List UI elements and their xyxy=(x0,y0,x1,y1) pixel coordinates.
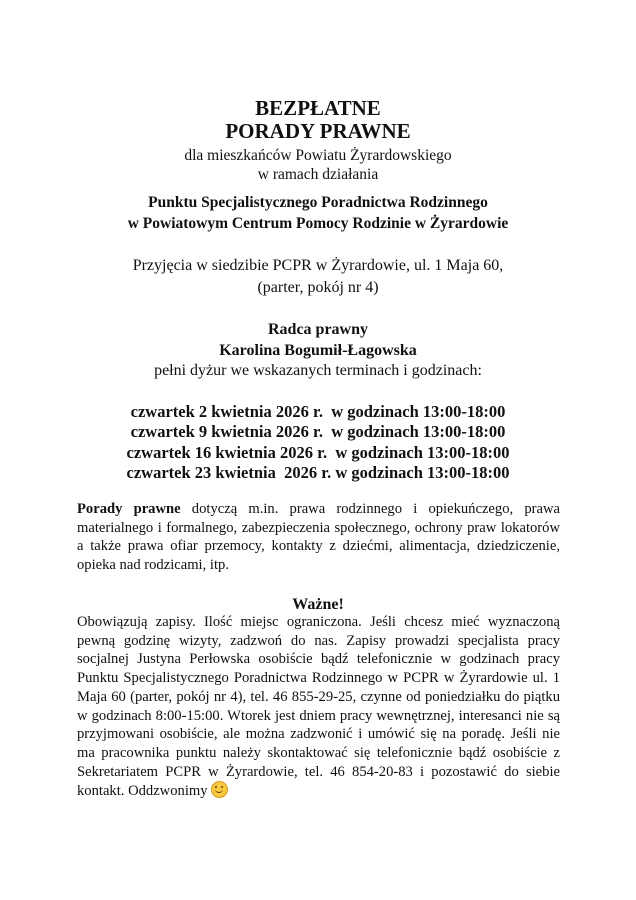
subtitle-line-2: w ramach działania xyxy=(257,166,379,183)
important-heading: Ważne! xyxy=(292,596,344,613)
lawyer-role: Radca prawny xyxy=(267,321,368,338)
smiling-face-icon xyxy=(211,781,228,798)
schedule-item: czwartek 2 kwietnia 2026 r. w godzinach 13:00-18:00 xyxy=(130,402,506,421)
title-line-1: BEZPŁATNE xyxy=(255,96,381,120)
location-line-1: Przyjęcia w siedzibie PCPR w Żyrardowie, ul. 1 Maja 60, xyxy=(132,257,504,274)
schedule-item: czwartek 9 kwietnia 2026 r. w godzinach 13:00-18:00 xyxy=(130,422,506,441)
organization-line-1: Punktu Specjalistycznego Poradnictwa Rodzinnego xyxy=(148,194,488,211)
title-line-2: PORADY PRAWNE xyxy=(225,119,411,143)
subtitle-line-1: dla mieszkańców Powiatu Żyrardowskiego xyxy=(184,147,452,164)
schedule-item: czwartek 16 kwietnia 2026 r. w godzinach 13:00-18:00 xyxy=(126,443,510,462)
schedule-item: czwartek 23 kwietnia 2026 r. w godzinach 13:00-18:00 xyxy=(126,463,510,482)
scope-text: dotyczą m.in. prawa rodzinnego i opiekuńczego, prawa materialnego i formalnego, zabezpieczenia społecznego, ochrony praw lokatorów a także prawa ofiar przemocy, kontakty z dziećmi, alimentacja, dziedziczenie, opieka nad rodzicami, itp. xyxy=(77,501,560,574)
location-line-2: (parter, pokój nr 4) xyxy=(257,279,379,296)
organization-line-2: w Powiatowym Centrum Pomocy Rodzinie w Żyrardowie xyxy=(127,215,509,232)
lawyer-name: Karolina Bogumił-Łagowska xyxy=(219,342,417,359)
important-text: Obowiązują zapisy. Ilość miejsc ograniczona. Jeśli chcesz mieć wyznaczoną pewną godzinę wizyty, zadzwoń do nas. Zapisy prowadzi specjalista pracy socjalnej Justyna Perłowska osobiście bądź telefonicznie w godzinach pracy Punktu Specjalistycznego Poradnictwa Rodzinnego w PCPR w Żyrardowie ul. 1 Maja 60 (parter, pokój nr 4), tel. 46 855-29-25, czynne od poniedziałku do piątku w godzinach 8:00-15:00. Wtorek jest dniem pracy wewnętrznej, interesanci nie są przyjmowani osobiście, ale można zadzwonić i umówić się na poradę. Jeśli nie ma pracownika punktu należy skontaktować się telefonicznie bądź osobiście z Sekretariatem PCPR w Żyrardowie, tel. 46 854-20-83 i pozostawić do siebie kontakt. Oddzwonimy xyxy=(77,614,560,800)
scope-paragraph xyxy=(77,500,560,575)
lawyer-duty-text: pełni dyżur we wskazanych terminach i godzinach: xyxy=(154,362,482,379)
important-paragraph xyxy=(77,613,560,801)
scope-lead: Porady prawne xyxy=(77,501,181,517)
